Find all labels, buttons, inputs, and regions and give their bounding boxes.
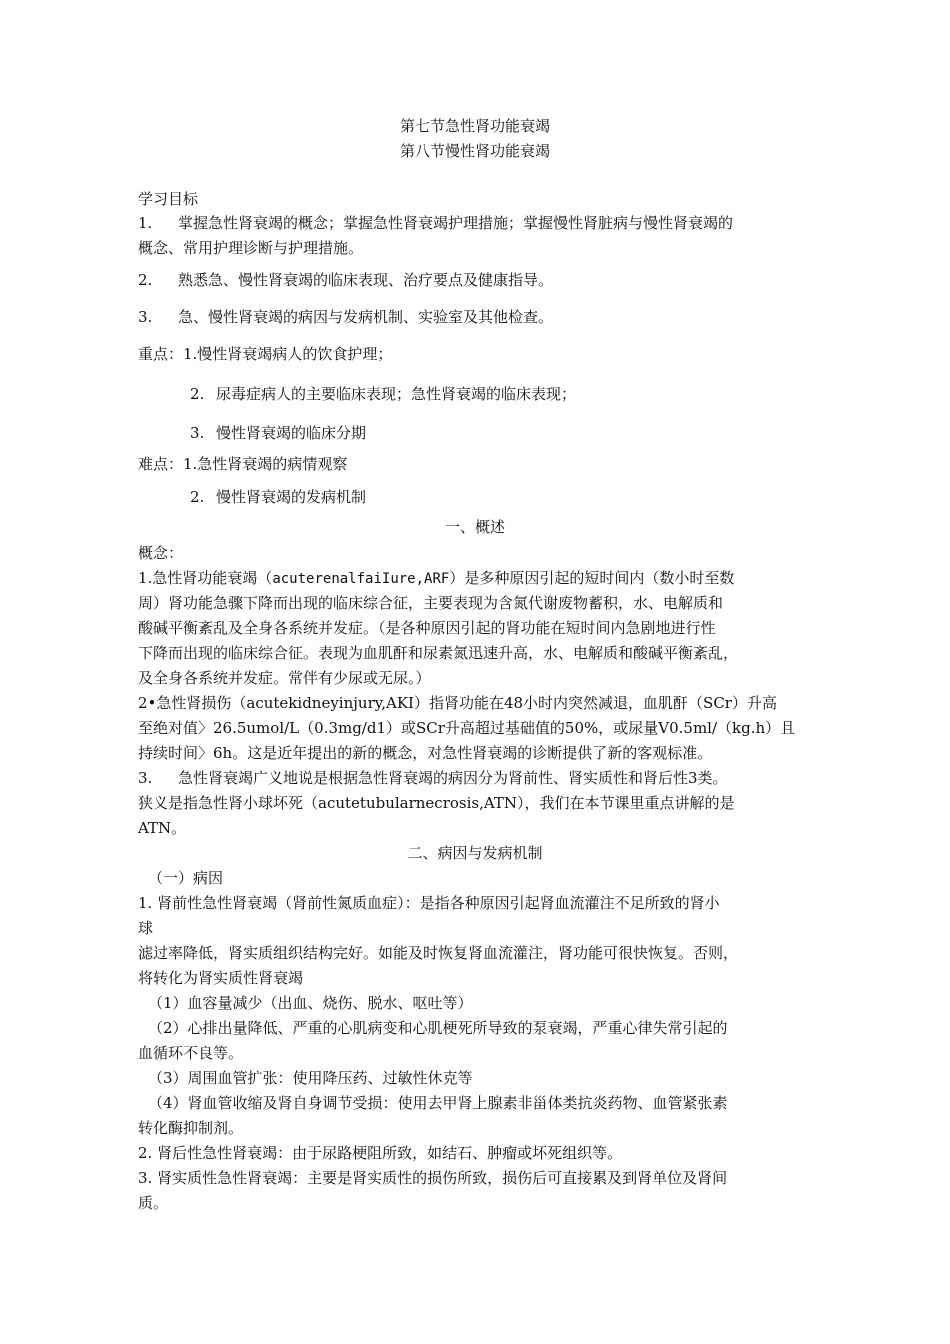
objective-1-text: 掌握急性肾衰竭的概念；掌握急性肾衰竭护理措施；掌握慢性肾脏病与慢性肾衰竭的 [178, 214, 734, 232]
cause-1-line1: 1. 肾前性急性肾衰竭（肾前性氮质血症）：是指各种原因引起肾血流灌注不足所致的肾小 [138, 894, 720, 912]
subsection-causes: （一）病因 [148, 869, 224, 887]
cause-1-item-4-line2: 转化酶抑制剂。 [138, 1119, 244, 1137]
cause-1-item-1: （1）血容量减少（出血、烧伤、脱水、呕吐等） [148, 994, 473, 1012]
cause-1-item-2-line2: 血循环不良等。 [138, 1044, 244, 1062]
cause-1-line3: 滤过率降低，肾实质组织结构完好。如能及时恢复肾血流灌注，肾功能可很快恢复。否则， [138, 944, 739, 962]
para-3-line3: ATN。 [138, 819, 187, 837]
cause-1-item-4-line1: （4）肾血管收缩及肾自身调节受损：使用去甲肾上腺素非甾体类抗炎药物、血管紧张素 [148, 1094, 728, 1112]
key-point-2 [190, 384, 576, 404]
key-point-3 [190, 423, 366, 443]
para-3-line2: 狭义是指急性肾小球坏死（acutetubularnecrosis,ATN），我们在本节课里重点讲解的是 [138, 794, 735, 812]
cause-1-item-3: （3）周围血管扩张：使用降压药、过敏性休克等 [148, 1069, 473, 1087]
para-1-line1 [138, 568, 734, 589]
objective-2 [138, 270, 553, 290]
section-1-heading: 一、概述 [444, 518, 505, 536]
key-point-2-number: 2. [190, 385, 205, 403]
para-2-line1: 2•急性肾损伤（acutekidneyinjury,AKI）指肾功能在48小时内突然减退，血肌酐（SCr）升高 [138, 694, 777, 712]
difficulty-1: 难点：1.急性肾衰竭的病情观察 [138, 455, 348, 473]
key-point-3-number: 3. [190, 424, 205, 442]
difficulty-2 [190, 487, 366, 507]
difficulty-2-text: 慢性肾衰竭的发病机制 [216, 488, 367, 506]
objective-1-number: 1. [138, 214, 153, 232]
para-1-line3: 酸碱平衡紊乱及全身各系统并发症。（是各种原因引起的肾功能在短时间内急剧地进行性 [138, 619, 716, 637]
para-2-line3: 持续时间〉6h。这是近年提出的新的概念，对急性肾衰竭的诊断提供了新的客观标准。 [138, 744, 713, 762]
para-1-line5: 及全身各系统并发症。常伴有少尿或无尿。） [138, 669, 431, 687]
para-1-line4: 下降而出现的临床综合征。表现为血肌酐和尿素氮迅速升高，水、电解质和酸碱平衡紊乱， [138, 644, 739, 662]
para-1-line2: 周）肾功能急骤下降而出现的临床综合征，主要表现为含氮代谢废物蓄积，水、电解质和 [138, 594, 724, 612]
cause-1-line2: 球 [138, 919, 154, 937]
objective-2-number: 2. [138, 271, 153, 289]
key-point-3-text: 慢性肾衰竭的临床分期 [216, 424, 367, 442]
para-3-line1 [138, 768, 728, 788]
section-2-heading: 二、病因与发病机制 [407, 844, 543, 862]
para-2-line2: 至绝对值〉26.5umol/L（0.3mg/d1）或SCr升高超过基础值的50%，或尿量V0.5ml/（kg.h）且 [138, 719, 796, 737]
objectives-heading: 学习目标 [138, 190, 199, 208]
para-1-suffix: ）是多种原因引起的短时间内（数小时至数 [449, 569, 735, 587]
key-point-2-text: 尿毒症病人的主要临床表现；急性肾衰竭的临床表现； [216, 385, 577, 403]
cause-3-line2: 质。 [138, 1194, 169, 1212]
para-1-abbrev: acuterenalfaiIure,ARF [272, 571, 450, 587]
para-1-prefix: 1.急性肾功能衰竭（ [138, 569, 273, 587]
cause-2: 2. 肾后性急性肾衰竭：由于尿路梗阻所致，如结石、肿瘤或坏死组织等。 [138, 1144, 623, 1162]
title-chronic: 第八节慢性肾功能衰竭 [399, 142, 550, 160]
para-3-text: 急性肾衰竭广义地说是根据急性肾衰竭的病因分为肾前性、肾实质性和肾后性3类。 [178, 769, 728, 787]
objective-1-line2: 概念、常用护理诊断与护理措施。 [138, 239, 364, 257]
title-acute: 第七节急性肾功能衰竭 [399, 117, 550, 135]
cause-1-item-2-line1: （2）心排出量降低、严重的心肌病变和心肌梗死所导致的泵衰竭，严重心律失常引起的 [148, 1019, 728, 1037]
para-3-number: 3. [138, 769, 153, 787]
cause-3-line1: 3. 肾实质性急性肾衰竭：主要是肾实质性的损伤所致，损伤后可直接累及到肾单位及肾间 [138, 1169, 728, 1187]
key-point-1: 重点：1.慢性肾衰竭病人的饮食护理； [138, 345, 393, 363]
objective-1-line1 [138, 213, 733, 233]
objective-3-number: 3. [138, 308, 153, 326]
cause-1-line4: 将转化为肾实质性肾衰竭 [138, 969, 304, 987]
objective-2-text: 熟悉急、慢性肾衰竭的临床表现、治疗要点及健康指导。 [178, 271, 554, 289]
concept-label: 概念： [138, 544, 184, 562]
difficulty-2-number: 2. [190, 488, 205, 506]
objective-3 [138, 307, 553, 327]
objective-3-text: 急、慢性肾衰竭的病因与发病机制、实验室及其他检查。 [178, 308, 554, 326]
